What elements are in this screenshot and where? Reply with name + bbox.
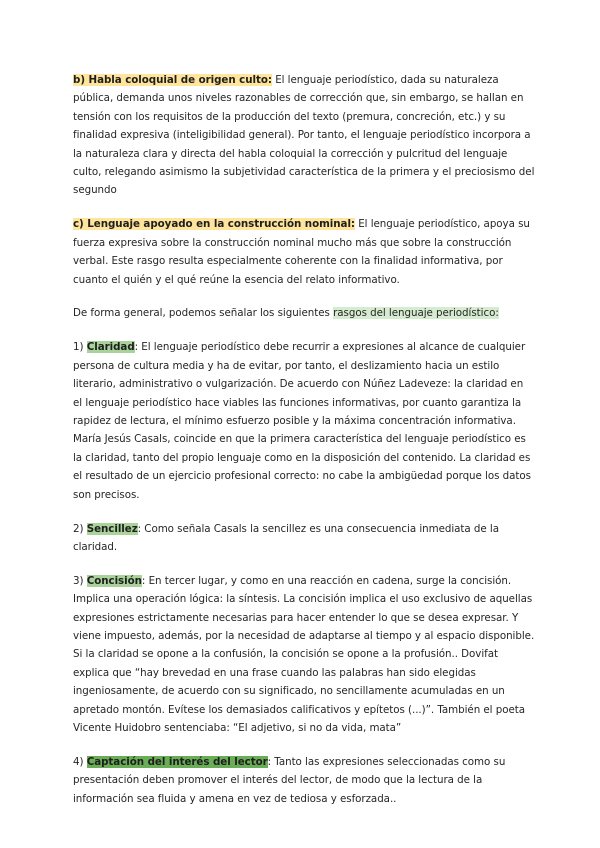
item-number: 4) xyxy=(73,756,87,768)
paragraph-habla-coloquial xyxy=(73,71,535,200)
heading-construccion-nominal: c) Lenguaje apoyado en la construcción nominal: xyxy=(73,218,355,231)
paragraph-text: El lenguaje periodístico, dada su naturaleza pública, demanda unos niveles razonables de corrección que, sin embargo, se hallan en tensión con los requisitos de la producción del texto (premura, concreción, etc.) y su finalidad expresiva (inteligibilidad general). Por tanto, el lenguaje periodístico incorpora a la naturaleza clara y directa del habla coloquial la corrección y pulcritud del lenguaje culto, relegando asimismo la subjetividad característica de la primera y el preciosismo del segundo xyxy=(73,74,535,197)
heading-sencillez: Sencillez xyxy=(86,522,138,535)
heading-habla-coloquial: b) Habla coloquial de origen culto: xyxy=(73,74,272,86)
paragraph-captacion xyxy=(73,753,535,808)
paragraph-claridad xyxy=(73,338,535,504)
document-page xyxy=(73,71,535,824)
heading-captacion: Captación del interés del lector xyxy=(86,756,268,768)
heading-claridad: Claridad xyxy=(86,341,135,354)
item-number: 3) xyxy=(73,574,87,587)
paragraph-text: : Como señala Casals la sencillez es una consecuencia inmediata de la claridad. xyxy=(73,522,499,553)
item-number: 1) xyxy=(73,341,87,354)
paragraph-text: : Tanto las expresiones seleccionadas como su presentación deben promover el interés del lector, de modo que la lectura de la información sea fluida y amena en vez de tediosa y esforzada.. xyxy=(73,756,506,805)
paragraph-construccion-nominal xyxy=(73,215,535,289)
paragraph-text: : En tercer lugar, y como en una reacción en cadena, surge la concisión. Implica una operación lógica: la síntesis. La concisión implica el uso exclusivo de aquellas expresiones estrictamente necesarias para hacer entender lo que se desea expresar. Y viene impuesto, además, por la necesidad de adaptarse al tiempo y al espacio disponible. Si la claridad se opone a la confusión, la concisión se opone a la profusión.. Dovifat explica que “hay brevedad en una frase cuando las palabras han sido elegidas ingeniosamente, de acuerdo con su significado, no sencillamente acumuladas en un apretado montón. Evítese los demasiados calificativos y epítetos (...)”. También el poeta Vicente Huidobro sentenciaba: “El adjetivo, si no da vida, mata” xyxy=(73,574,535,735)
highlight-rasgos: rasgos del lenguaje periodístico: xyxy=(333,307,499,320)
heading-concision: Concisión xyxy=(86,574,142,587)
paragraph-sencillez xyxy=(73,520,535,557)
item-number: 2) xyxy=(73,522,87,535)
paragraph-concision xyxy=(73,572,535,738)
paragraph-text: El lenguaje periodístico, apoya su fuerza expresiva sobre la construcción nominal mucho más que sobre la construcción verbal. Este rasgo resulta especialmente coherente con la finalidad informativa, por cuanto el quién y el qué reúne la esencia del relato informativo. xyxy=(73,218,530,286)
paragraph-text: : El lenguaje periodístico debe recurrir a expresiones al alcance de cualquier persona de cultura media y ha de evitar, por tanto, el deslizamiento hacia un estilo literario, administrativo o vulgarización. De acuerdo con Núñez Ladeveze: la claridad en el lenguaje periodístico hace viables las funciones informativas, por cuanto garantiza la rapidez de lectura, el mínimo esfuerzo posible y la máxima concentración informativa. María Jesús Casals, coincide en que la primera característica del lenguaje periodístico es la claridad, tanto del propio lenguaje como en la disposición del contenido. La claridad es el resultado de un ejercicio profesional correcto: no cabe la ambigüedad porque los datos son precisos. xyxy=(73,341,531,501)
paragraph-text: De forma general, podemos señalar los siguientes xyxy=(73,307,334,320)
paragraph-rasgos-intro xyxy=(73,304,535,322)
